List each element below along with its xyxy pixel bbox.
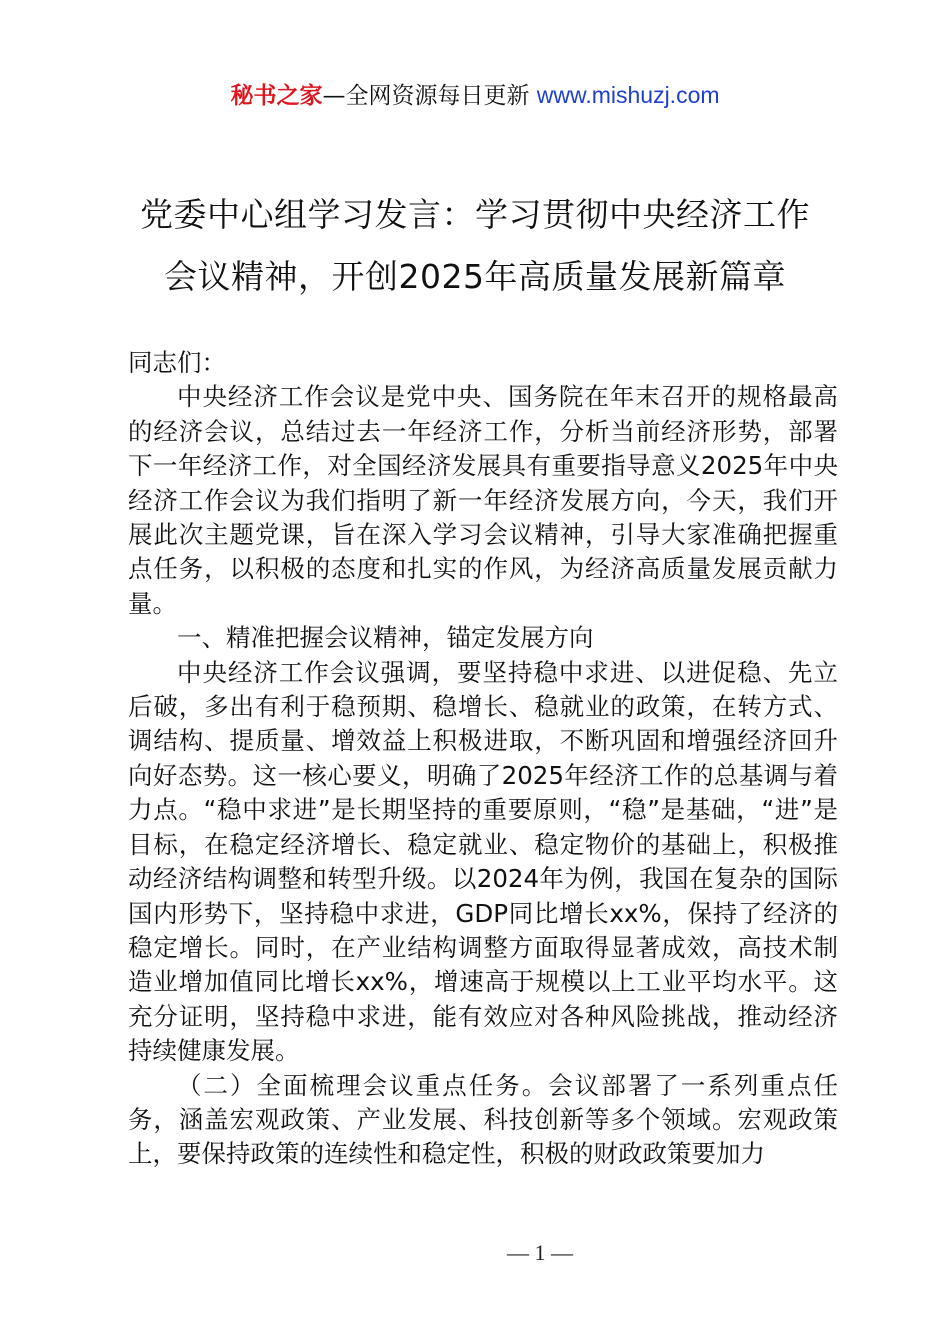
- page-number: — 1 —: [507, 1240, 573, 1265]
- section-heading-1: 一、精准把握会议精神，锚定发展方向: [177, 623, 594, 653]
- title-line-1: 党委中心组学习发言：学习贯彻中央经济工作: [140, 195, 810, 234]
- header-tagline: —全网资源每日更新: [322, 83, 537, 109]
- site-url-link[interactable]: www.mishuzj.com: [536, 82, 720, 108]
- salutation: 同志们：: [128, 348, 226, 377]
- paragraph-intro: 中央经济工作会议是党中央、国务院在年末召开的规格最高的经济会议，总结过去一年经济工作，分析当前经济形势，部署下一年经济工作，对全国经济发展具有重要指导意义2025年中央经济工作会议为我们指明了新一年经济发展方向，今天，我们开展此次主题党课，旨在深入学习会议精神，引导大家准确把握重点任务，以积极的态度和扎实的作风，为经济高质量发展贡献力量。: [128, 382, 838, 618]
- paragraph-section-1: 中央经济工作会议强调，要坚持稳中求进、以进促稳、先立后破，多出有利于稳预期、稳增长、稳就业的政策，在转方式、调结构、提质量、增效益上积极进取，不断巩固和增强经济回升向好态势。这一核心要义，明确了2025年经济工作的总基调与着力点。“稳中求进”是长期坚持的重要原则，“稳”是基础，“进”是目标，在稳定经济增长、稳定就业、稳定物价的基础上，积极推动经济结构调整和转型升级。以2024年为例，我国在复杂的国际国内形势下，坚持稳中求进，GDP同比增长xx%，保持了经济的稳定增长。同时，在产业结构调整方面取得显著成效，高技术制造业增加值同比增长xx%，增速高于规模以上工业平均水平。这充分证明，坚持稳中求进，能有效应对各种风险挑战，推动经济持续健康发展。: [128, 657, 838, 1066]
- document-title: [0, 184, 950, 308]
- brand-name: 秘书之家: [230, 83, 323, 109]
- document-body: [128, 346, 838, 1172]
- site-header: [0, 78, 950, 113]
- paragraph-subsection-2: （二）全面梳理会议重点任务。会议部署了一系列重点任务，涵盖宏观政策、产业发展、科技创新等多个领域。宏观政策上，要保持政策的连续性和稳定性，积极的财政政策要加力: [128, 1070, 838, 1169]
- title-line-2: 会议精神，开创2025年高质量发展新篇章: [164, 257, 786, 296]
